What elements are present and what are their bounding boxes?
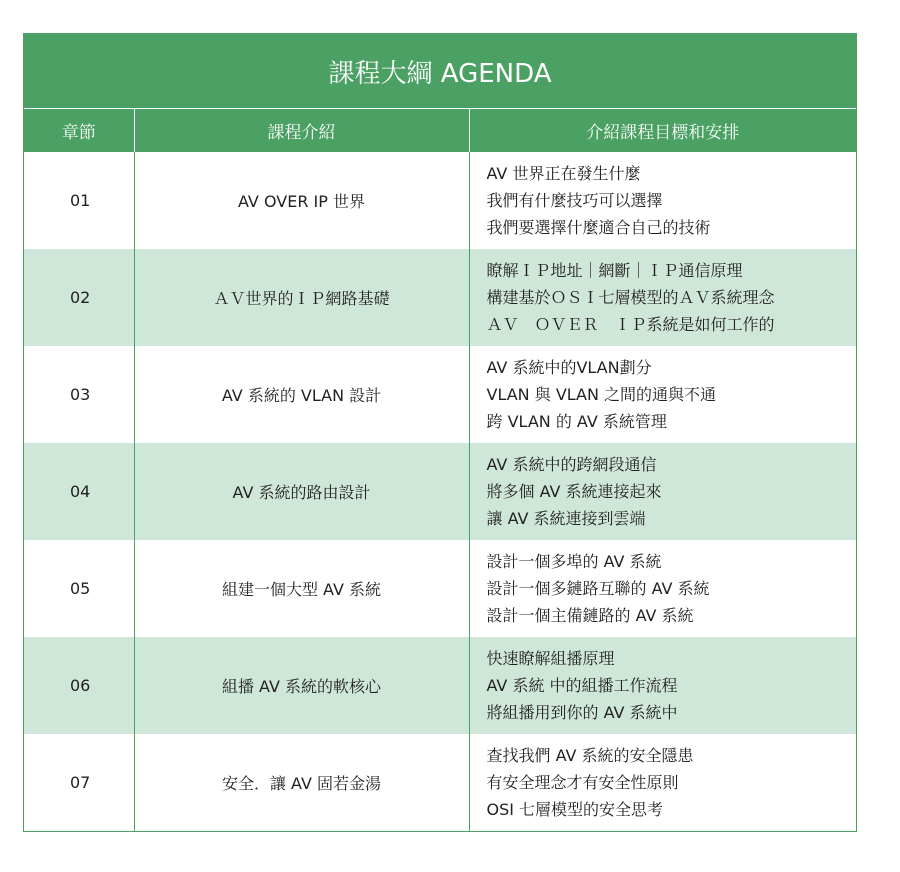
goal-item: AV 系統 中的組播工作流程 — [486, 676, 678, 695]
goal-item: AV 系統中的VLAN劃分 — [486, 358, 652, 377]
table-row — [24, 540, 856, 637]
goals-cell — [469, 249, 856, 346]
goal-item: 設計一個多埠的 AV 系統 — [486, 552, 662, 571]
topic-cell: ＡＶ世界的ＩＰ網路基礎 — [134, 249, 469, 346]
agenda-table-container — [23, 33, 857, 832]
topic-cell: AV 系統的路由設計 — [134, 443, 469, 540]
goal-item: AV 系統中的跨網段通信 — [486, 455, 657, 474]
topic-cell: 組建一個大型 AV 系統 — [134, 540, 469, 637]
chapter-number: 01 — [70, 191, 91, 210]
header-topic: 課程介紹 — [134, 109, 469, 152]
table-row — [24, 346, 856, 443]
header-chapter: 章節 — [24, 109, 134, 152]
goal-item: 設計一個主備鏈路的 AV 系統 — [486, 606, 694, 625]
goal-item: OSI 七層模型的安全思考 — [486, 800, 664, 819]
header-row — [24, 109, 856, 152]
chapter-number: 05 — [70, 579, 91, 598]
topic-cell: AV OVER IP 世界 — [134, 152, 469, 249]
goal-item: 設計一個多鏈路互聯的 AV 系統 — [486, 579, 710, 598]
header-goals: 介紹課程目標和安排 — [469, 109, 856, 152]
goal-item: 瞭解ＩＰ地址｜網斷｜ＩＰ通信原理 — [486, 261, 743, 280]
agenda-table — [24, 109, 856, 831]
goal-item: 我們有什麼技巧可以選擇 — [486, 191, 663, 210]
goals-cell — [469, 540, 856, 637]
chapter-number: 07 — [70, 773, 91, 792]
goal-item: 跨 VLAN 的 AV 系統管理 — [486, 412, 667, 431]
goals-cell — [469, 152, 856, 249]
goal-item: 將組播用到你的 AV 系統中 — [486, 703, 678, 722]
chapter-number: 06 — [24, 637, 134, 734]
goals-cell — [469, 346, 856, 443]
topic-cell: AV 系統的 VLAN 設計 — [134, 346, 469, 443]
table-row — [24, 637, 856, 734]
table-row — [24, 249, 856, 346]
goal-item: VLAN 與 VLAN 之間的通與不通 — [486, 385, 717, 404]
table-row — [24, 443, 856, 540]
goal-item: 有安全理念才有安全性原則 — [486, 773, 679, 792]
goal-item: ＡＶ ＯＶＥＲ ＩＰ系統是如何工作的 — [486, 315, 775, 334]
goal-item: 構建基於ＯＳＩ七層模型的ＡＶ系統理念 — [486, 288, 775, 307]
goals-cell — [469, 637, 856, 734]
chapter-number: 04 — [24, 443, 134, 540]
goal-item: 我們要選擇什麼適合自己的技術 — [486, 218, 711, 237]
goal-item: 快速瞭解組播原理 — [486, 649, 615, 668]
goals-cell — [469, 734, 856, 831]
goal-item: 將多個 AV 系統連接起來 — [486, 482, 662, 501]
topic-cell: 組播 AV 系統的軟核心 — [134, 637, 469, 734]
table-row — [24, 734, 856, 831]
topic-cell: 安全．讓 AV 固若金湯 — [134, 734, 469, 831]
table-row — [24, 152, 856, 249]
chapter-number: 02 — [24, 249, 134, 346]
goal-item: 查找我們 AV 系統的安全隱患 — [486, 746, 694, 765]
goal-item: AV 世界正在發生什麼 — [486, 164, 641, 183]
chapter-number: 03 — [70, 385, 91, 404]
goals-cell — [469, 443, 856, 540]
agenda-title: 課程大綱 AGENDA — [24, 34, 856, 109]
goal-item: 讓 AV 系統連接到雲端 — [486, 509, 646, 528]
